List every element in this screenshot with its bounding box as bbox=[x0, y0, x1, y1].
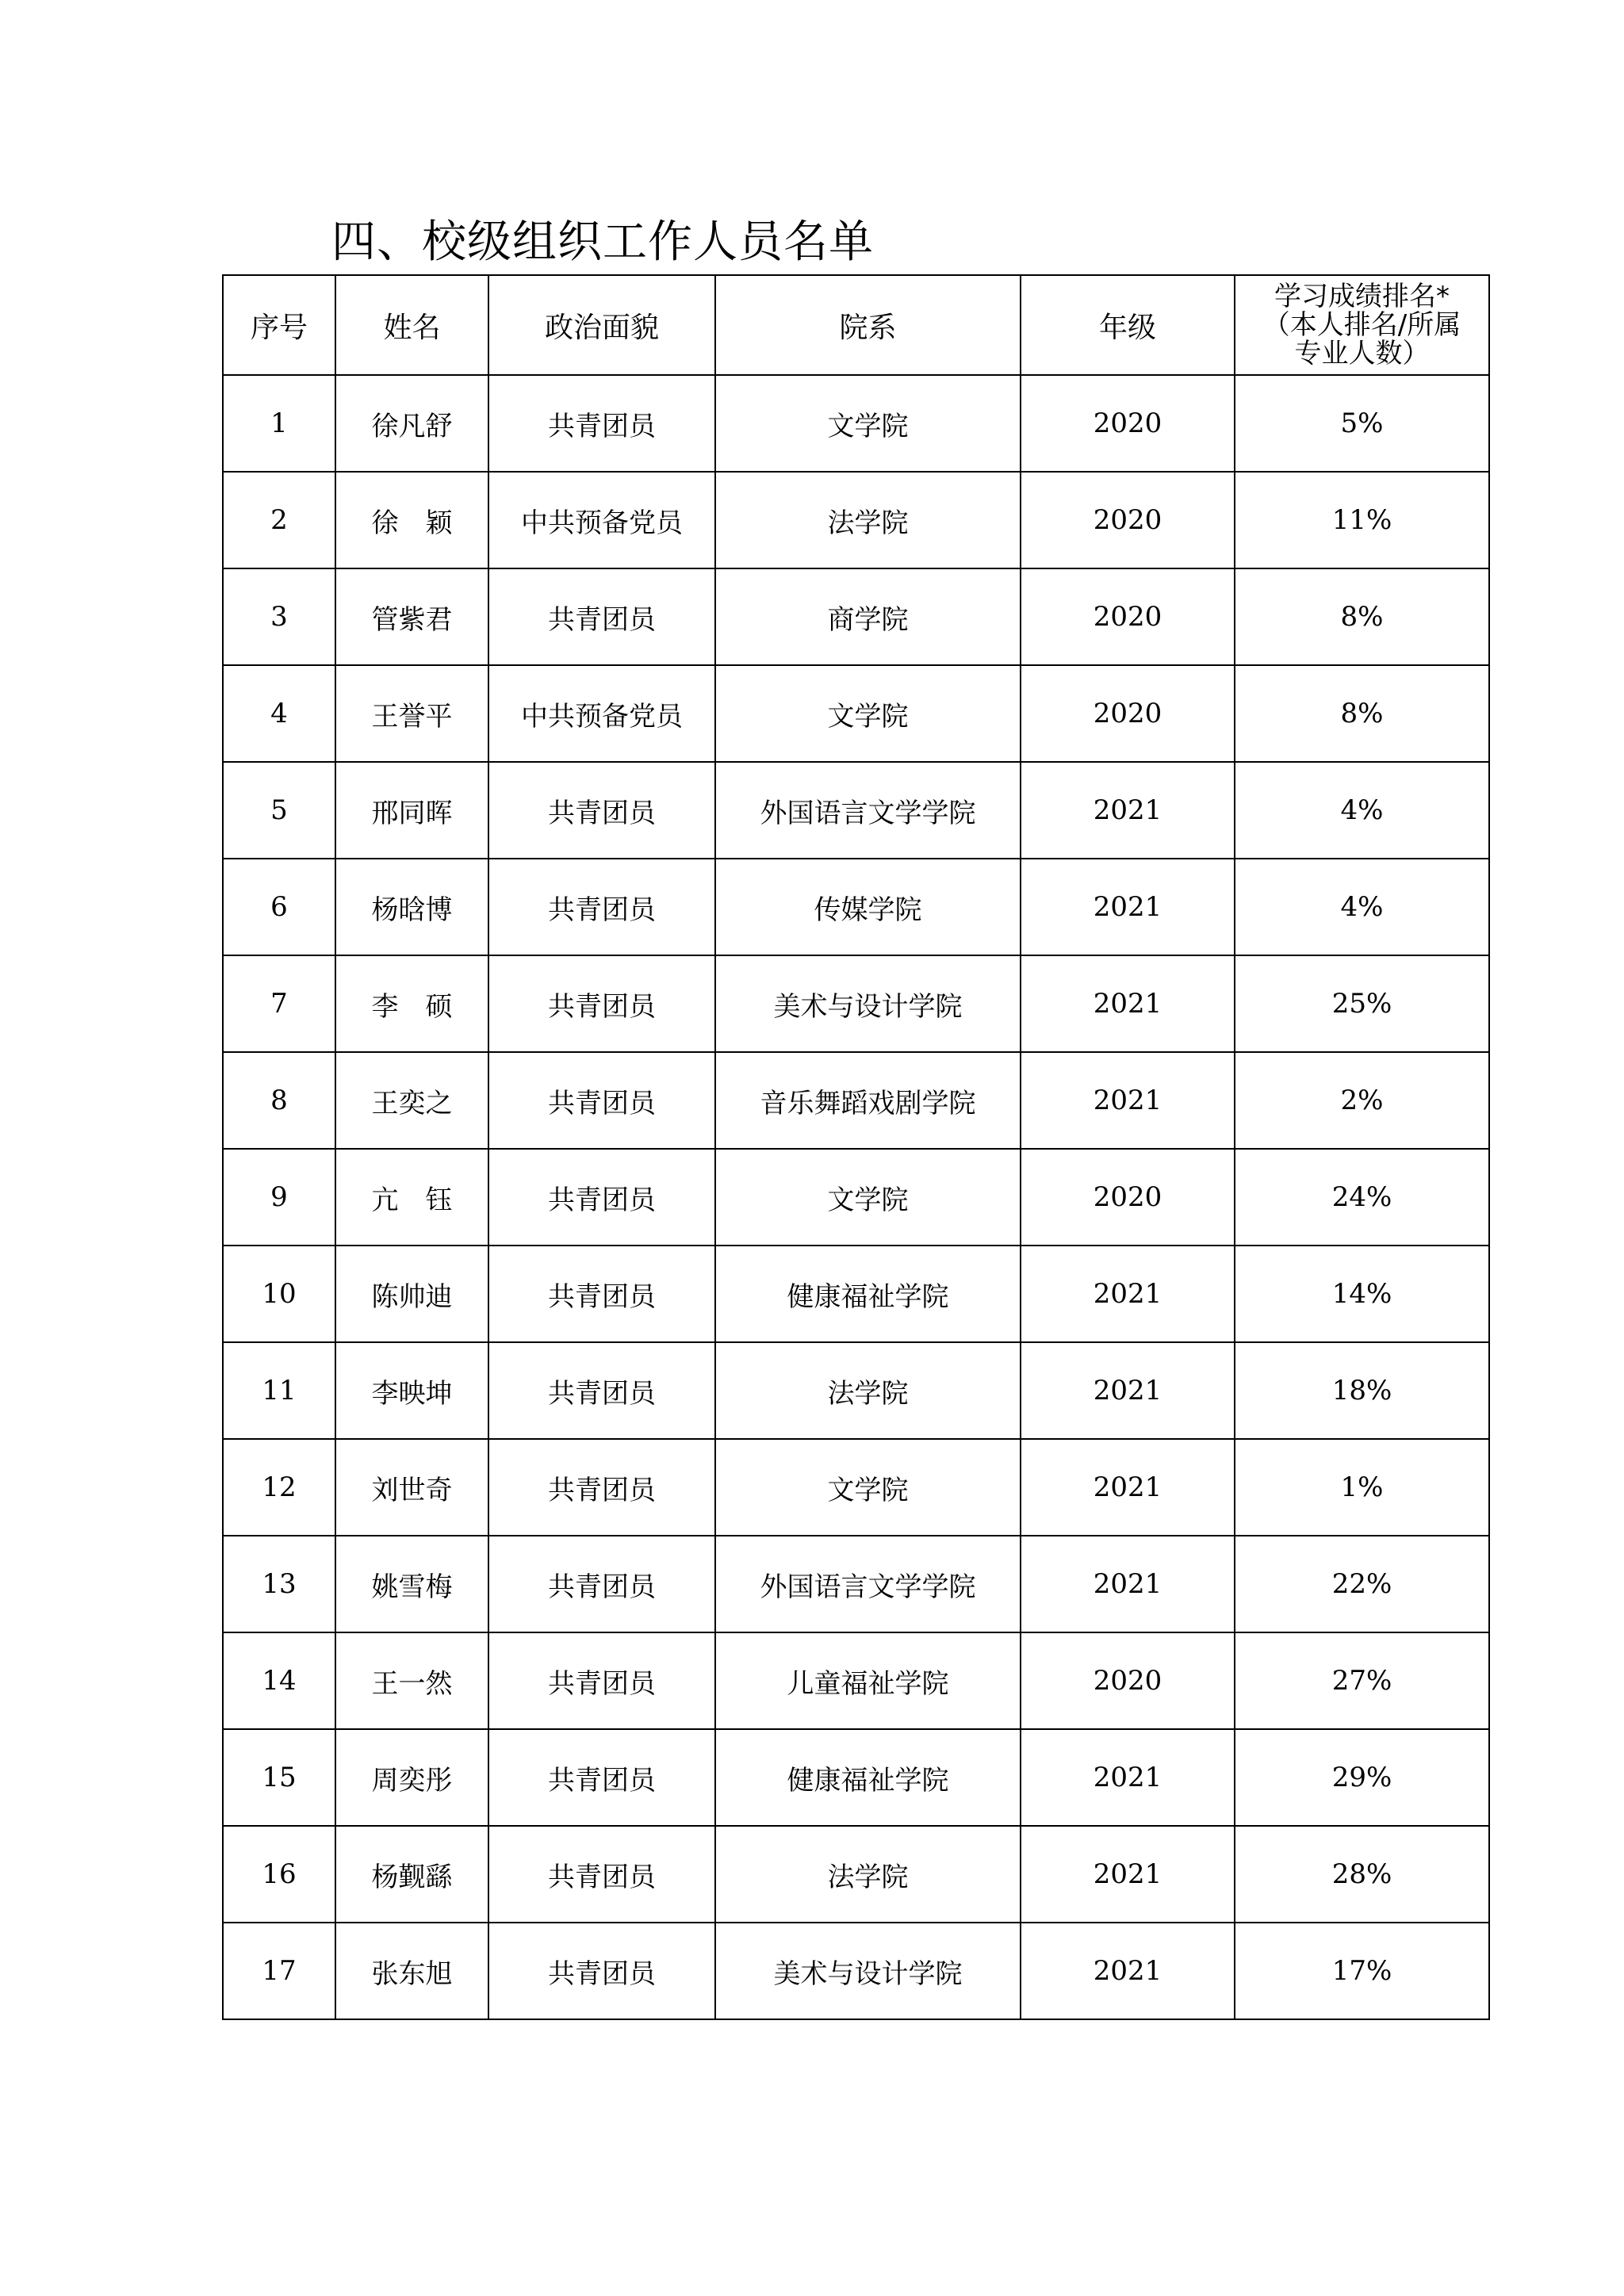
cell-name: 姚雪梅 bbox=[335, 1536, 488, 1632]
table-row bbox=[223, 955, 1489, 1052]
cell-name: 李映坤 bbox=[335, 1342, 488, 1439]
cell-rank: 1% bbox=[1235, 1439, 1489, 1536]
cell-grade: 2021 bbox=[1021, 1826, 1235, 1923]
staff-table bbox=[222, 274, 1490, 2020]
cell-name: 管紫君 bbox=[335, 568, 488, 665]
cell-rank: 27% bbox=[1235, 1632, 1489, 1729]
cell-political-status: 共青团员 bbox=[488, 1149, 715, 1246]
cell-rank: 24% bbox=[1235, 1149, 1489, 1246]
table-row bbox=[223, 568, 1489, 665]
cell-grade: 2020 bbox=[1021, 1632, 1235, 1729]
cell-index: 14 bbox=[223, 1632, 335, 1729]
cell-index: 7 bbox=[223, 955, 335, 1052]
cell-grade: 2021 bbox=[1021, 1923, 1235, 2019]
cell-index: 5 bbox=[223, 762, 335, 859]
cell-political-status: 共青团员 bbox=[488, 1052, 715, 1149]
cell-name: 邢同晖 bbox=[335, 762, 488, 859]
cell-political-status: 共青团员 bbox=[488, 1536, 715, 1632]
cell-grade: 2020 bbox=[1021, 375, 1235, 472]
cell-rank: 8% bbox=[1235, 568, 1489, 665]
cell-department: 传媒学院 bbox=[715, 859, 1021, 955]
cell-rank: 17% bbox=[1235, 1923, 1489, 2019]
cell-department: 商学院 bbox=[715, 568, 1021, 665]
header-rank-line1: 学习成绩排名* bbox=[1274, 281, 1450, 312]
table-row bbox=[223, 375, 1489, 472]
table-row bbox=[223, 1149, 1489, 1246]
cell-name: 徐 颖 bbox=[335, 472, 488, 568]
cell-department: 法学院 bbox=[715, 1342, 1021, 1439]
cell-grade: 2021 bbox=[1021, 1246, 1235, 1342]
cell-department: 法学院 bbox=[715, 1826, 1021, 1923]
cell-department: 健康福祉学院 bbox=[715, 1246, 1021, 1342]
cell-political-status: 共青团员 bbox=[488, 1632, 715, 1729]
table-row bbox=[223, 859, 1489, 955]
cell-department: 美术与设计学院 bbox=[715, 1923, 1021, 2019]
cell-political-status: 共青团员 bbox=[488, 1439, 715, 1536]
cell-department: 文学院 bbox=[715, 1439, 1021, 1536]
header-rank-line2: （本人排名/所属 bbox=[1262, 309, 1461, 341]
cell-index: 1 bbox=[223, 375, 335, 472]
cell-name: 李 硕 bbox=[335, 955, 488, 1052]
cell-grade: 2021 bbox=[1021, 1052, 1235, 1149]
cell-name: 王誉平 bbox=[335, 665, 488, 762]
cell-name: 王一然 bbox=[335, 1632, 488, 1729]
cell-name: 王奕之 bbox=[335, 1052, 488, 1149]
cell-political-status: 共青团员 bbox=[488, 1246, 715, 1342]
cell-rank: 14% bbox=[1235, 1246, 1489, 1342]
cell-political-status: 共青团员 bbox=[488, 1923, 715, 2019]
cell-rank: 11% bbox=[1235, 472, 1489, 568]
table-row bbox=[223, 1923, 1489, 2019]
cell-index: 3 bbox=[223, 568, 335, 665]
page-title: 四、校级组织工作人员名单 bbox=[331, 216, 874, 268]
cell-department: 外国语言文学学院 bbox=[715, 762, 1021, 859]
cell-name: 徐凡舒 bbox=[335, 375, 488, 472]
cell-grade: 2021 bbox=[1021, 1729, 1235, 1826]
table-row bbox=[223, 1729, 1489, 1826]
table-row bbox=[223, 665, 1489, 762]
cell-index: 11 bbox=[223, 1342, 335, 1439]
cell-grade: 2021 bbox=[1021, 1439, 1235, 1536]
header-department: 院系 bbox=[715, 275, 1021, 375]
cell-grade: 2021 bbox=[1021, 859, 1235, 955]
cell-name: 张东旭 bbox=[335, 1923, 488, 2019]
cell-index: 16 bbox=[223, 1826, 335, 1923]
header-political-status: 政治面貌 bbox=[488, 275, 715, 375]
table-row bbox=[223, 1342, 1489, 1439]
table-row bbox=[223, 1052, 1489, 1149]
cell-department: 美术与设计学院 bbox=[715, 955, 1021, 1052]
cell-name: 亢 钰 bbox=[335, 1149, 488, 1246]
header-index: 序号 bbox=[223, 275, 335, 375]
cell-department: 健康福祉学院 bbox=[715, 1729, 1021, 1826]
cell-political-status: 中共预备党员 bbox=[488, 472, 715, 568]
cell-rank: 28% bbox=[1235, 1826, 1489, 1923]
cell-name: 杨觐繇 bbox=[335, 1826, 488, 1923]
cell-index: 10 bbox=[223, 1246, 335, 1342]
cell-political-status: 共青团员 bbox=[488, 375, 715, 472]
cell-grade: 2021 bbox=[1021, 1536, 1235, 1632]
cell-rank: 25% bbox=[1235, 955, 1489, 1052]
cell-political-status: 共青团员 bbox=[488, 762, 715, 859]
table-row bbox=[223, 1826, 1489, 1923]
table-row bbox=[223, 1632, 1489, 1729]
cell-rank: 18% bbox=[1235, 1342, 1489, 1439]
cell-grade: 2021 bbox=[1021, 762, 1235, 859]
cell-rank: 2% bbox=[1235, 1052, 1489, 1149]
cell-department: 儿童福祉学院 bbox=[715, 1632, 1021, 1729]
cell-department: 法学院 bbox=[715, 472, 1021, 568]
cell-political-status: 共青团员 bbox=[488, 859, 715, 955]
cell-index: 12 bbox=[223, 1439, 335, 1536]
cell-political-status: 共青团员 bbox=[488, 1826, 715, 1923]
cell-rank: 29% bbox=[1235, 1729, 1489, 1826]
cell-department: 文学院 bbox=[715, 1149, 1021, 1246]
table-row bbox=[223, 1439, 1489, 1536]
header-rank-line3: 专业人数） bbox=[1294, 338, 1430, 369]
header-rank bbox=[1235, 275, 1489, 375]
cell-index: 9 bbox=[223, 1149, 335, 1246]
cell-index: 2 bbox=[223, 472, 335, 568]
cell-department: 音乐舞蹈戏剧学院 bbox=[715, 1052, 1021, 1149]
cell-department: 文学院 bbox=[715, 375, 1021, 472]
header-grade: 年级 bbox=[1021, 275, 1235, 375]
cell-grade: 2021 bbox=[1021, 955, 1235, 1052]
cell-index: 13 bbox=[223, 1536, 335, 1632]
cell-rank: 5% bbox=[1235, 375, 1489, 472]
cell-rank: 4% bbox=[1235, 859, 1489, 955]
cell-name: 陈帅迪 bbox=[335, 1246, 488, 1342]
cell-political-status: 共青团员 bbox=[488, 955, 715, 1052]
header-name: 姓名 bbox=[335, 275, 488, 375]
cell-grade: 2020 bbox=[1021, 665, 1235, 762]
cell-index: 15 bbox=[223, 1729, 335, 1826]
cell-department: 外国语言文学学院 bbox=[715, 1536, 1021, 1632]
table-row bbox=[223, 472, 1489, 568]
cell-political-status: 共青团员 bbox=[488, 1342, 715, 1439]
cell-name: 杨晗博 bbox=[335, 859, 488, 955]
cell-grade: 2020 bbox=[1021, 568, 1235, 665]
cell-grade: 2020 bbox=[1021, 472, 1235, 568]
table-row bbox=[223, 762, 1489, 859]
cell-political-status: 共青团员 bbox=[488, 568, 715, 665]
table-row bbox=[223, 1246, 1489, 1342]
table-header-row bbox=[223, 275, 1489, 375]
cell-department: 文学院 bbox=[715, 665, 1021, 762]
cell-index: 17 bbox=[223, 1923, 335, 2019]
cell-rank: 8% bbox=[1235, 665, 1489, 762]
cell-political-status: 共青团员 bbox=[488, 1729, 715, 1826]
cell-political-status: 中共预备党员 bbox=[488, 665, 715, 762]
cell-grade: 2020 bbox=[1021, 1149, 1235, 1246]
cell-index: 4 bbox=[223, 665, 335, 762]
cell-grade: 2021 bbox=[1021, 1342, 1235, 1439]
table-row bbox=[223, 1536, 1489, 1632]
cell-name: 刘世奇 bbox=[335, 1439, 488, 1536]
cell-rank: 4% bbox=[1235, 762, 1489, 859]
cell-index: 8 bbox=[223, 1052, 335, 1149]
cell-name: 周奕彤 bbox=[335, 1729, 488, 1826]
cell-index: 6 bbox=[223, 859, 335, 955]
table-body bbox=[223, 375, 1489, 2019]
cell-rank: 22% bbox=[1235, 1536, 1489, 1632]
